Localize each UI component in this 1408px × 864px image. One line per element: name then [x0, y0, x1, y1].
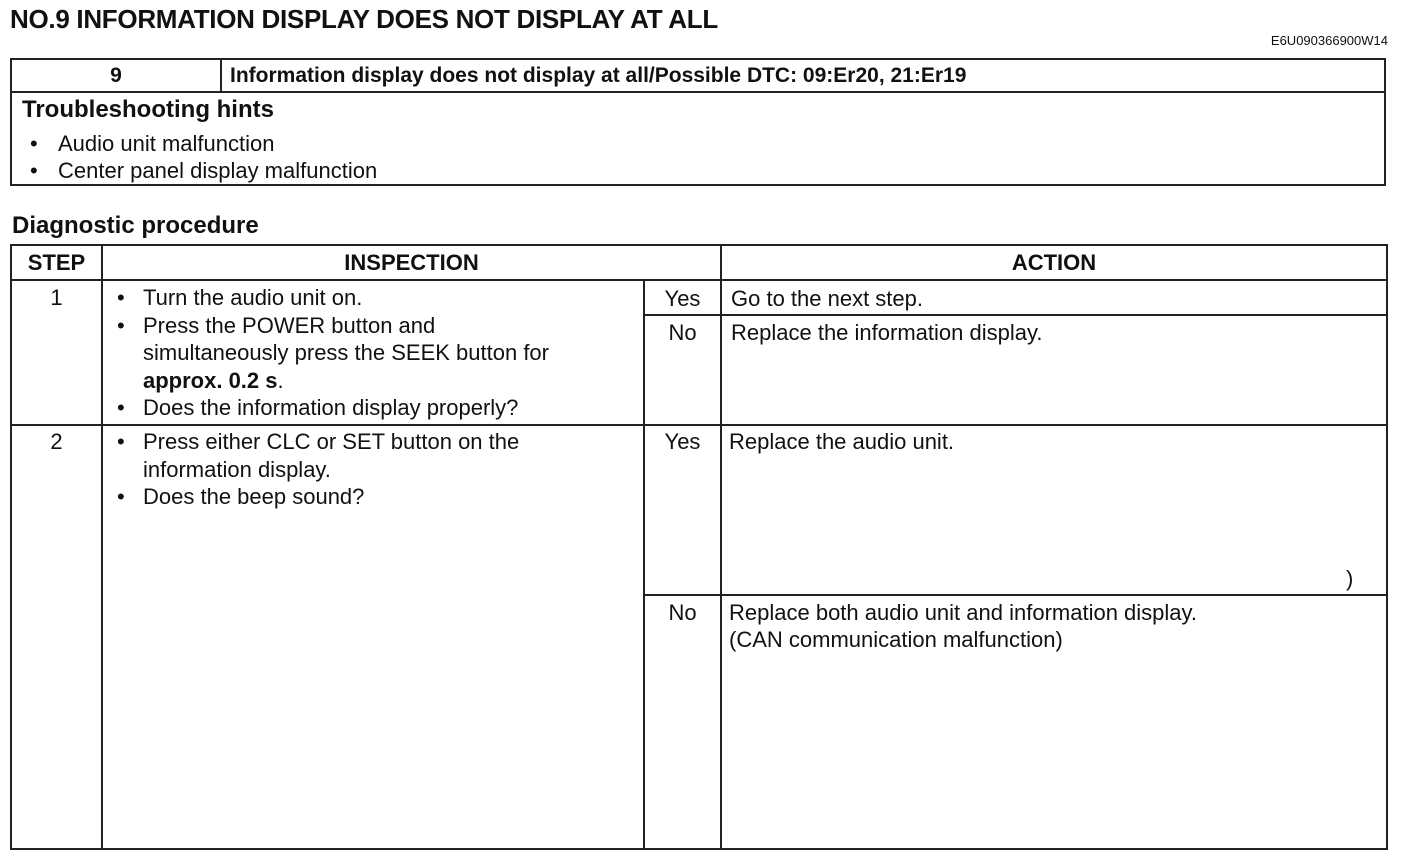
inspection-text: Press the POWER button and [143, 312, 436, 338]
troubleshooting-number: 9 [12, 60, 222, 91]
stray-mark: ) [1346, 566, 1354, 591]
hints-list [26, 130, 377, 184]
bullet-icon: • [117, 312, 125, 338]
table-border-left [10, 244, 12, 850]
diagnostic-procedure-title: Diagnostic procedure [12, 212, 259, 239]
inspection-text: . [277, 367, 284, 393]
inspection-item [103, 428, 519, 483]
bullet-icon: • [117, 285, 125, 310]
hints-title: Troubleshooting hints [22, 96, 274, 123]
step2-yes-no-divider [643, 594, 1388, 596]
inspection-text: Does the beep sound? [143, 484, 365, 509]
col-divider-action [720, 244, 722, 850]
inspection-item [103, 312, 549, 395]
no-action: Replace the information display. [731, 320, 1043, 345]
no-action-line: (CAN communication malfunction) [729, 627, 1063, 652]
yes-label: Yes [664, 429, 701, 454]
bullet-icon: • [30, 158, 38, 183]
step1-yes-no-divider [643, 314, 1388, 316]
column-header-inspection: INSPECTION [344, 250, 479, 275]
inspection-bold-value: approx. 0.2 s [143, 367, 278, 393]
troubleshooting-header-box [10, 58, 1386, 186]
hint-item [26, 157, 377, 184]
step2-inspection-list [103, 428, 519, 511]
hint-text: Audio unit malfunction [58, 131, 275, 156]
inspection-text: information display. [143, 456, 331, 482]
header-row [12, 60, 1384, 93]
step1-inspection-list [103, 284, 549, 422]
no-action-line: Replace both audio unit and information display. [729, 600, 1198, 625]
inspection-item [103, 394, 549, 422]
bullet-icon: • [117, 395, 125, 420]
table-border-bottom [10, 848, 1388, 850]
inspection-text: Does the information display properly? [143, 395, 519, 420]
bullet-icon: • [30, 131, 38, 156]
col-divider-step [101, 244, 103, 850]
yes-label: Yes [664, 286, 701, 311]
table-border-right [1386, 244, 1388, 850]
no-action [729, 599, 1197, 653]
inspection-text: simultaneously press the SEEK button for [143, 340, 549, 365]
inspection-item [103, 483, 519, 511]
inspection-item [103, 284, 549, 312]
page-title: NO.9 INFORMATION DISPLAY DOES NOT DISPLAY AT ALL [10, 4, 718, 34]
step-number: 1 [50, 285, 63, 310]
hint-item [26, 130, 377, 157]
troubleshooting-description: Information display does not display at all/Possible DTC: 09:Er20, 21:Er19 [230, 64, 967, 87]
yes-action: Go to the next step. [731, 286, 924, 311]
column-header-action: ACTION [1011, 250, 1097, 275]
bullet-icon: • [117, 484, 125, 509]
step-number: 2 [50, 429, 63, 454]
inspection-text: Press either CLC or SET button on the [143, 429, 520, 454]
table-header-divider [10, 279, 1388, 281]
no-label: No [668, 320, 697, 345]
bullet-icon: • [117, 429, 125, 454]
document-code: E6U090366900W14 [1270, 33, 1388, 48]
step-divider [10, 424, 1388, 426]
hint-text: Center panel display malfunction [58, 158, 378, 183]
inspection-text: Turn the audio unit on. [143, 285, 363, 310]
column-header-step: STEP [27, 250, 86, 275]
no-label: No [668, 600, 697, 625]
table-border-top [10, 244, 1388, 246]
yes-action: Replace the audio unit. [729, 429, 955, 454]
col-divider-yesno [643, 281, 645, 850]
